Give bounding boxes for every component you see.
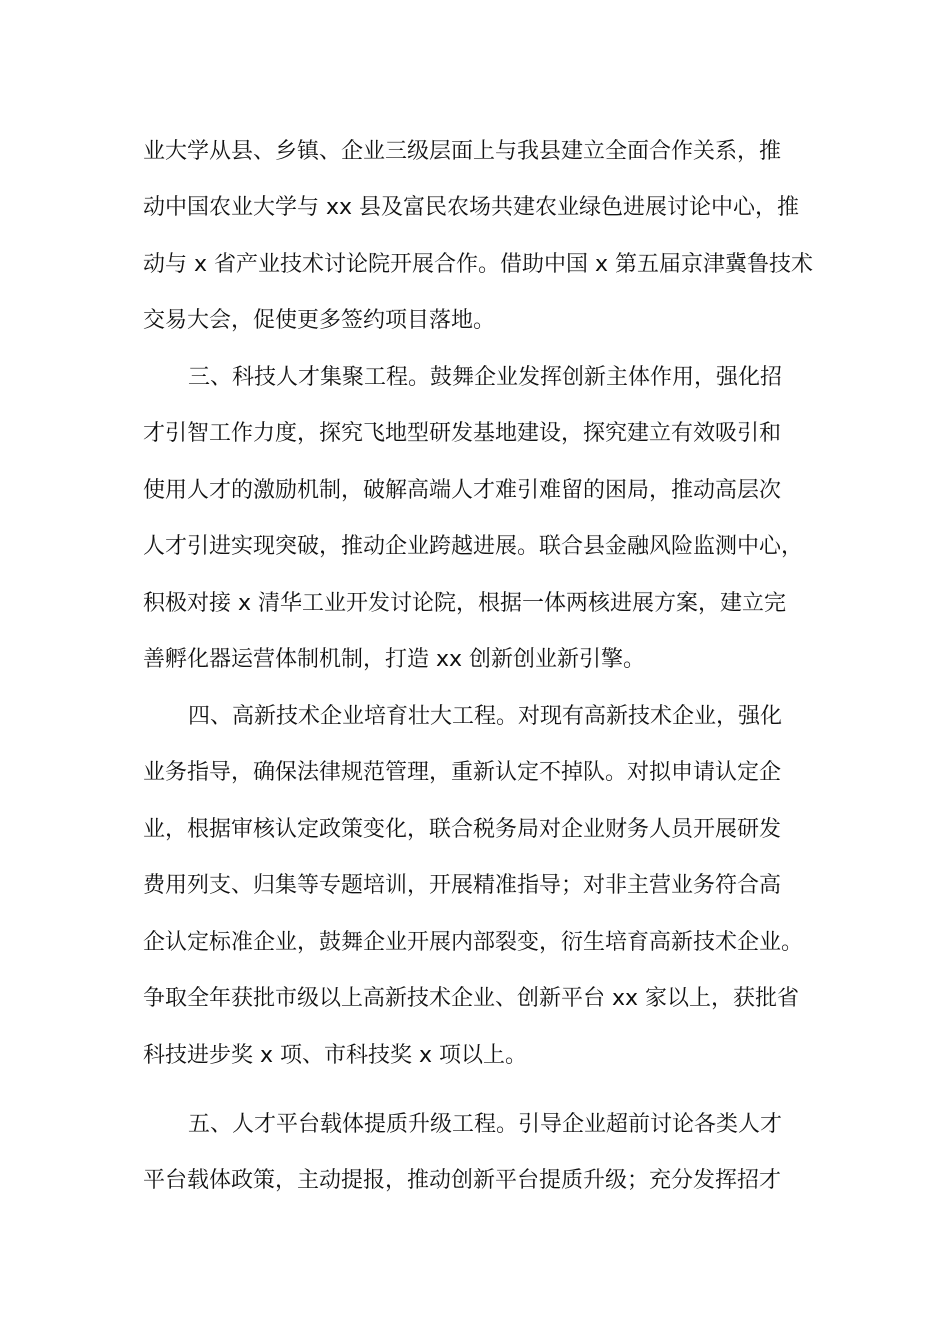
text-line: 动中国农业大学与 xx 县及富民农场共建农业绿色进展讨论中心，推 — [143, 195, 800, 220]
text-line: 平台载体政策，主动提报，推动创新平台提质升级；充分发挥招才 — [143, 1168, 782, 1193]
text-line: 三、科技人才集聚工程。鼓舞企业发挥创新主体作用，强化招 — [188, 365, 783, 390]
text-line: 业务指导，确保法律规范管理，重新认定不掉队。对拟申请认定企 — [143, 760, 782, 785]
text-line: 业大学从县、乡镇、企业三级层面上与我县建立全面合作关系，推 — [143, 139, 782, 164]
text-line: 企认定标准企业，鼓舞企业开展内部裂变，衍生培育高新技术企业。 — [143, 930, 804, 955]
text-line: 人才引进实现突破，推动企业跨越进展。联合县金融风险监测中心， — [143, 534, 804, 559]
text-line: 科技进步奖 x 项、市科技奖 x 项以上。 — [143, 1043, 528, 1068]
text-line: 交易大会，促使更多签约项目落地。 — [143, 308, 496, 333]
text-line: 动与 x 省产业技术讨论院开展合作。借助中国 x 第五届京津冀鲁技术 — [143, 252, 814, 277]
text-line: 业，根据审核认定政策变化，联合税务局对企业财务人员开展研发 — [143, 817, 782, 842]
text-line: 五、人才平台载体提质升级工程。引导企业超前讨论各类人才 — [188, 1112, 783, 1137]
text-line: 积极对接 x 清华工业开发讨论院，根据一体两核进展方案，建立完 — [143, 591, 787, 616]
text-line: 使用人才的激励机制，破解高端人才难引难留的困局，推动高层次 — [143, 478, 782, 503]
text-line: 善孵化器运营体制机制，打造 xx 创新创业新引擎。 — [143, 647, 646, 672]
text-line: 四、高新技术企业培育壮大工程。对现有高新技术企业，强化 — [188, 704, 783, 729]
text-line: 费用列支、归集等专题培训，开展精准指导；对非主营业务符合高 — [143, 873, 782, 898]
text-line: 争取全年获批市级以上高新技术企业、创新平台 xx 家以上，获批省 — [143, 986, 800, 1011]
text-line: 才引智工作力度，探究飞地型研发基地建设，探究建立有效吸引和 — [143, 421, 782, 446]
